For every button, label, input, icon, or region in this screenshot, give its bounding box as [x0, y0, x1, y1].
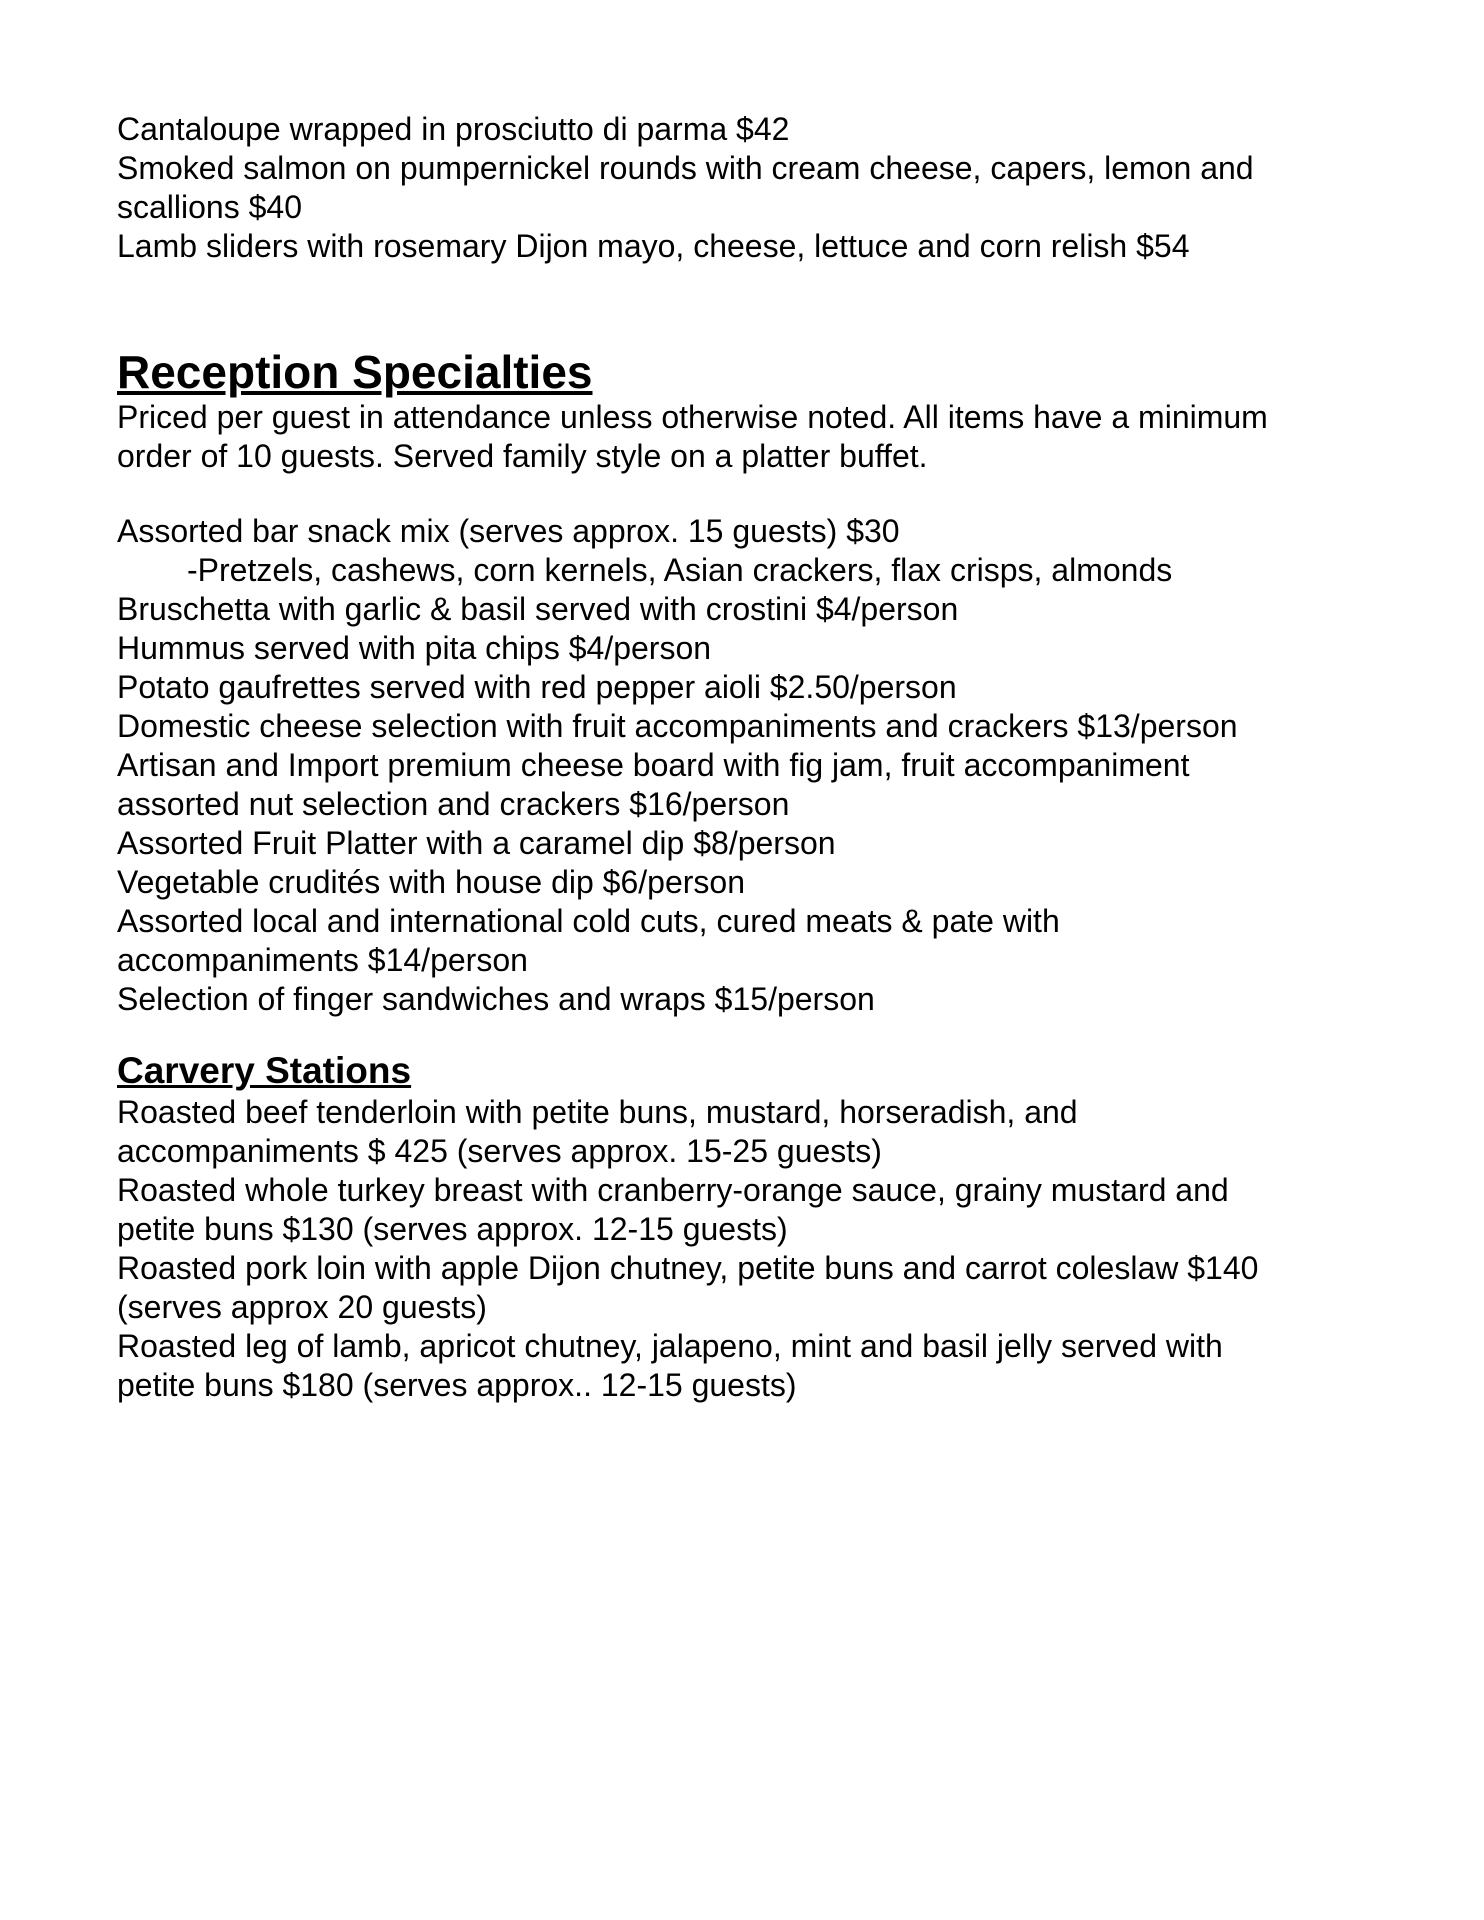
reception-section [117, 346, 1377, 1019]
menu-item: Assorted local and international cold cuts, cured meats & pate with [117, 903, 1060, 939]
reception-intro-line: Priced per guest in attendance unless otherwise noted. All items have a minimum [117, 399, 1268, 435]
menu-item: Roasted pork loin with apple Dijon chutney, petite buns and carrot coleslaw $140 [117, 1250, 1259, 1286]
menu-item: Bruschetta with garlic & basil served with crostini $4/person [117, 591, 959, 627]
menu-item-continued: petite buns $130 (serves approx. 12-15 guests) [117, 1211, 788, 1247]
top-items-list [117, 110, 1377, 266]
spacer [117, 266, 1377, 346]
reception-title: Reception Specialties [117, 346, 593, 398]
menu-item: Lamb sliders with rosemary Dijon mayo, cheese, lettuce and corn relish $54 [117, 228, 1190, 264]
menu-item: Roasted whole turkey breast with cranberry-orange sauce, grainy mustard and [117, 1172, 1229, 1208]
menu-item: Cantaloupe wrapped in prosciutto di parma $42 [117, 111, 790, 147]
menu-item: Artisan and Import premium cheese board with fig jam, fruit accompaniment [117, 747, 1190, 783]
menu-item: Assorted bar snack mix (serves approx. 15 guests) $30 [117, 513, 900, 549]
reception-intro-line: order of 10 guests. Served family style on a platter buffet. [117, 438, 928, 474]
menu-item: Roasted leg of lamb, apricot chutney, jalapeno, mint and basil jelly served with [117, 1328, 1223, 1364]
carvery-section [117, 1049, 1377, 1405]
menu-item: Roasted beef tenderloin with petite buns, mustard, horseradish, and [117, 1094, 1078, 1130]
menu-item-continued: (serves approx 20 guests) [117, 1289, 487, 1325]
menu-item-continued: scallions $40 [117, 189, 302, 225]
menu-item-detail: -Pretzels, cashews, corn kernels, Asian crackers, flax crisps, almonds [187, 552, 1173, 588]
menu-item-continued: accompaniments $14/person [117, 942, 528, 978]
menu-item-continued: accompaniments $ 425 (serves approx. 15-25 guests) [117, 1133, 882, 1169]
menu-item-continued: assorted nut selection and crackers $16/person [117, 786, 790, 822]
spacer [117, 476, 1377, 512]
spacer [117, 1019, 1377, 1049]
carvery-title: Carvery Stations [117, 1050, 412, 1091]
menu-item-continued: petite buns $180 (serves approx.. 12-15 guests) [117, 1367, 797, 1403]
menu-item: Hummus served with pita chips $4/person [117, 630, 712, 666]
menu-page [117, 110, 1377, 1405]
menu-item: Smoked salmon on pumpernickel rounds with cream cheese, capers, lemon and [117, 150, 1254, 186]
menu-item: Potato gaufrettes served with red pepper aioli $2.50/person [117, 669, 957, 705]
menu-item: Vegetable crudités with house dip $6/person [117, 864, 745, 900]
menu-item: Selection of finger sandwiches and wraps $15/person [117, 981, 875, 1017]
menu-item: Assorted Fruit Platter with a caramel dip $8/person [117, 825, 836, 861]
menu-item: Domestic cheese selection with fruit accompaniments and crackers $13/person [117, 708, 1238, 744]
